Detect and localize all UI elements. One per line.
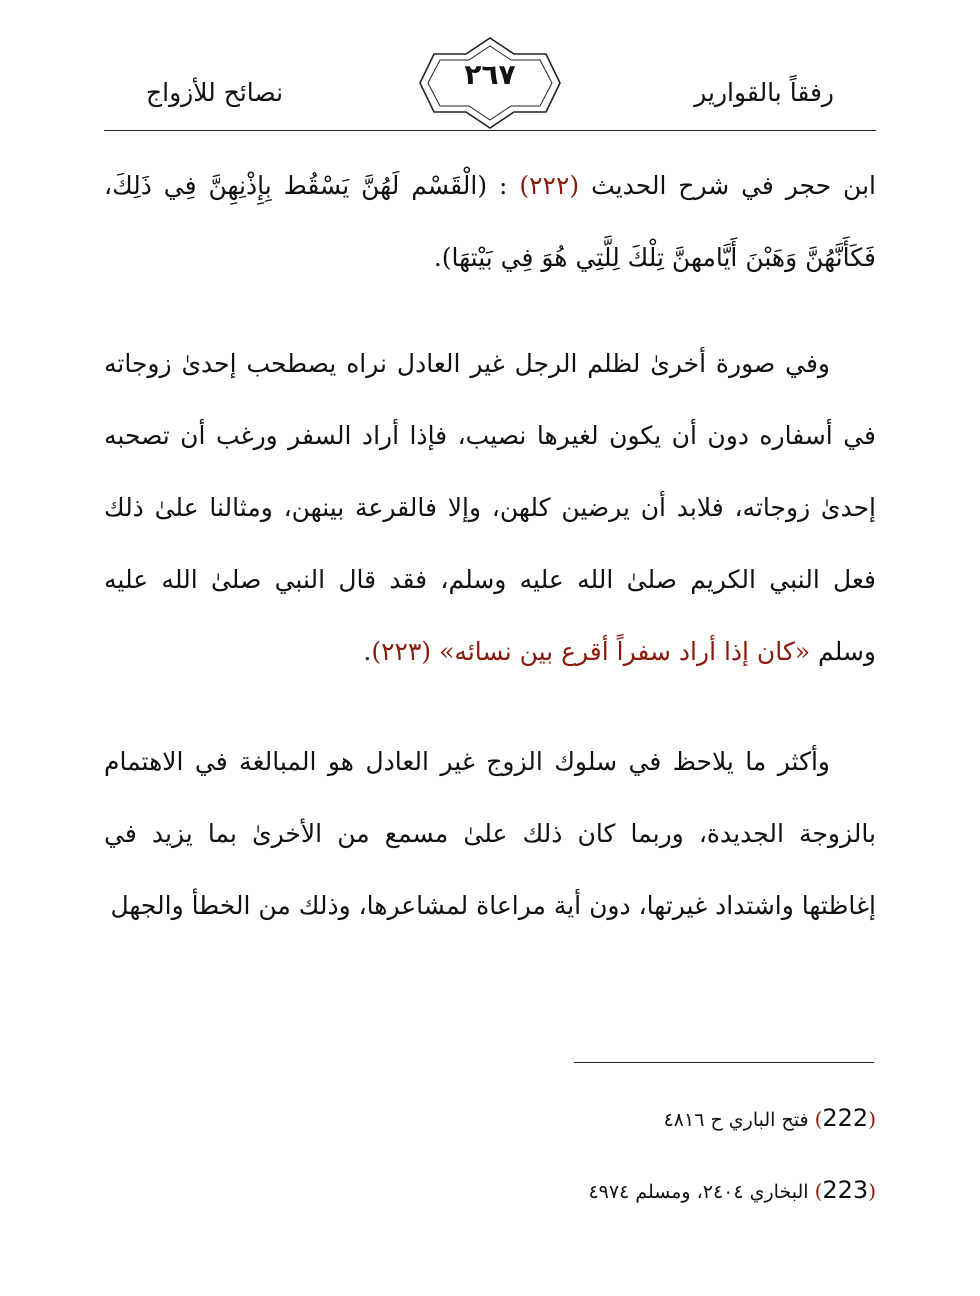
paragraph-1-intro: ابن حجر في شرح الحديث: [579, 171, 876, 200]
footnote-open-paren: (: [868, 1179, 876, 1203]
paragraph-3: [104, 726, 876, 942]
footnote-number: 223: [822, 1176, 869, 1204]
page-number: ٢٦٧: [464, 58, 516, 91]
footnote-divider: [574, 1062, 874, 1063]
footnote-ref-222[interactable]: (٢٢٢): [519, 171, 580, 200]
page-number-badge: [418, 36, 562, 130]
paragraph-3-text: وأكثر ما يلاحظ في سلوك الزوج غير العادل هو المبالغة في الاهتمام بالزوجة الجديدة، وربما كان ذلك علىٰ مسمع من الأخرىٰ بما يزيد في إغاظتها واشتداد غيرتها، دون أية مراعاة لمشاعرها، وذلك من الخطأ والجهل: [104, 747, 876, 920]
footnote-222: [176, 1104, 876, 1132]
paragraph-1-quote: : (الْقَسْم لَهُنَّ يَسْقُط بِإِذْنِهِنَّ فِي ذَلِكَ، فَكَأَنَّهُنَّ وَهَبْنَ أَيَّامهنَّ تِلْكَ لِلَّتِي هُوَ فِي بَيْتهَا).: [104, 171, 876, 272]
footnote-text: فتح الباري ح ٤٨١٦: [663, 1109, 815, 1131]
paragraph-2-end: .: [363, 637, 372, 666]
page-header: [104, 30, 876, 132]
footnote-close-paren: ): [814, 1179, 823, 1203]
section-title: نصائح للأزواج: [146, 78, 284, 107]
paragraph-2-text: وفي صورة أخرىٰ لظلم الرجل غير العادل نراه يصطحب إحدىٰ زوجاته في أسفاره دون أن يكون لغيرها نصيب، فإذا أراد السفر ورغب أن تصحبه إحدىٰ زوجاته، فلابد أن يرضين كلهن، وإلا فالقرعة بينهن، ومثالنا علىٰ ذلك فعل النبي الكريم صلىٰ الله عليه وسلم، فقد قال النبي صلىٰ الله عليه وسلم: [104, 349, 876, 666]
hadith-quote: «كان إذا أراد سفراً أقرع بين نسائه»: [439, 637, 811, 666]
footnote-223: [176, 1176, 876, 1204]
footnote-text: البخاري ٢٤٠٤، ومسلم ٤٩٧٤: [588, 1181, 815, 1203]
footnote-number: 222: [822, 1104, 869, 1132]
footnote-open-paren: (: [868, 1107, 876, 1131]
footnote-close-paren: ): [814, 1107, 823, 1131]
footnote-ref-223[interactable]: (٢٢٣): [371, 637, 440, 666]
header-divider: [104, 130, 876, 131]
paragraph-2: [104, 328, 876, 688]
paragraph-1: [104, 150, 876, 294]
book-title: رفقاً بالقوارير: [694, 78, 834, 107]
